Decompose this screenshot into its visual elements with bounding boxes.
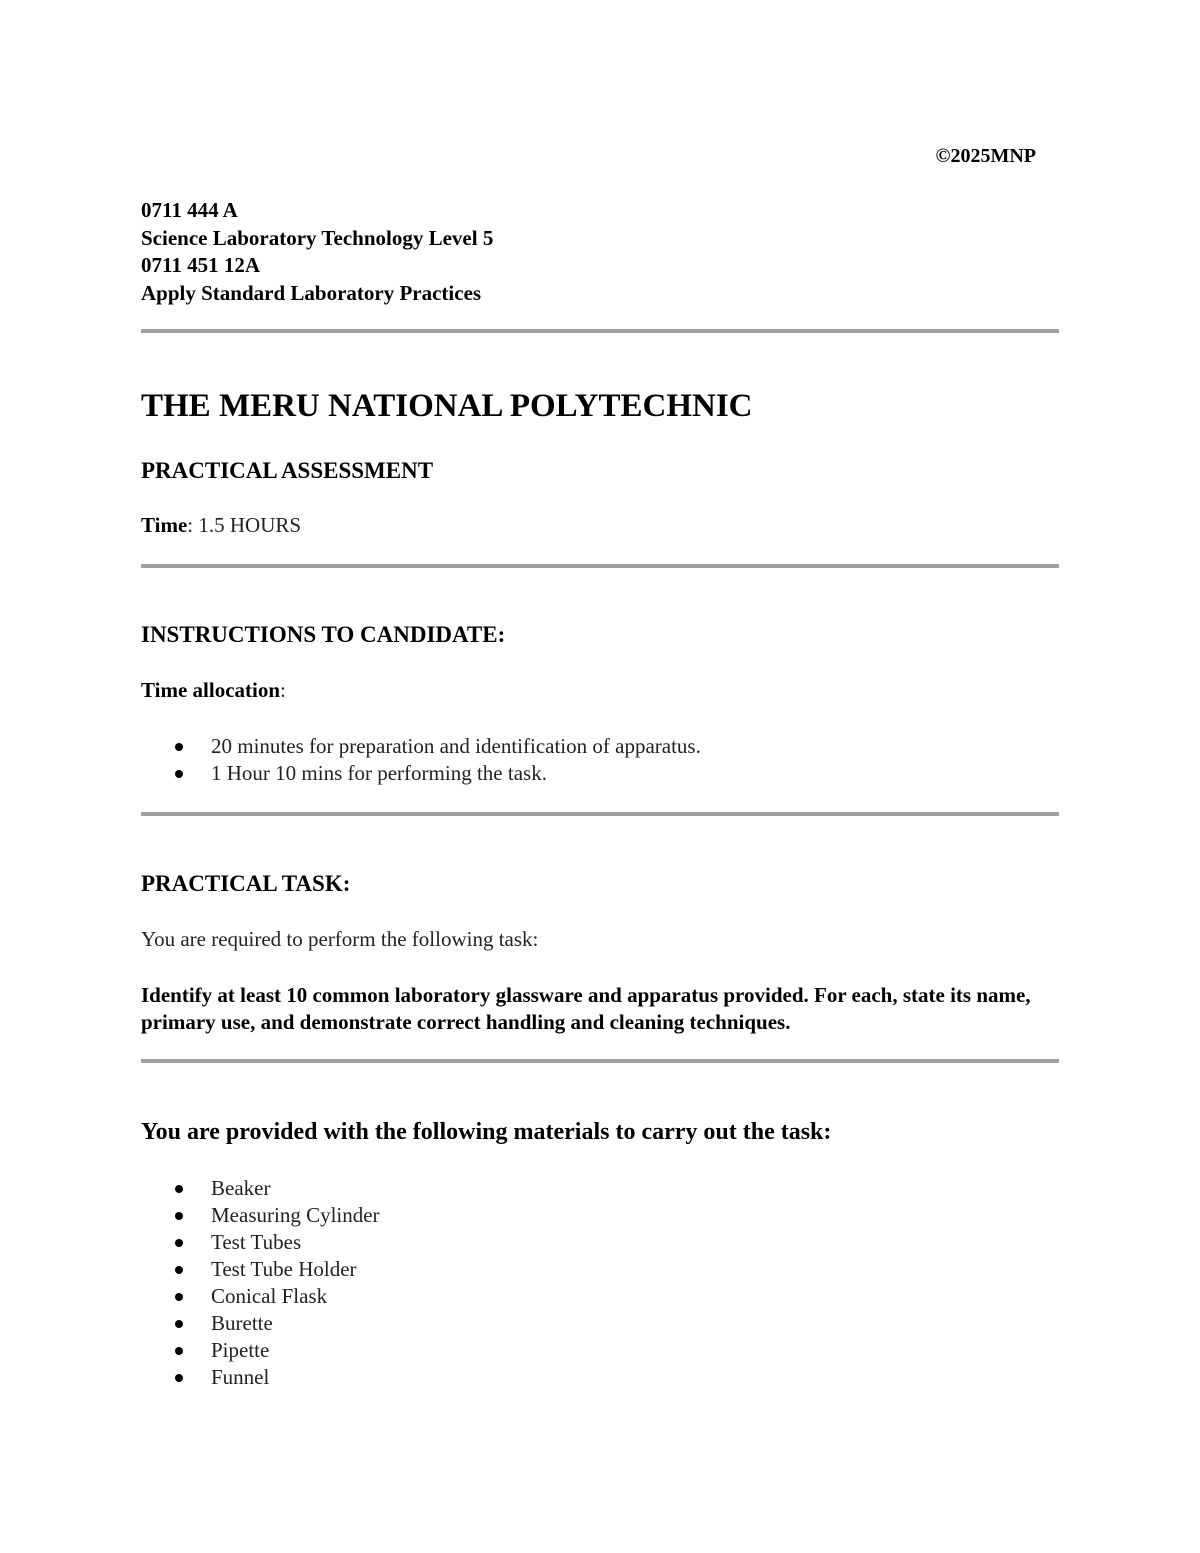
list-item: Burette <box>141 1310 380 1337</box>
list-item: Beaker <box>141 1175 380 1202</box>
bullet-icon <box>175 1293 183 1301</box>
bullet-icon <box>175 1374 183 1382</box>
task-description: Identify at least 10 common laboratory glassware and apparatus provided. For each, state its name, primary use, and demonstrate correct handling and cleaning techniques. <box>141 983 1031 1034</box>
instructions-title: INSTRUCTIONS TO CANDIDATE: <box>141 622 506 647</box>
bullet-icon <box>175 1212 183 1220</box>
divider <box>141 564 1059 568</box>
list-item: Funnel <box>141 1364 380 1391</box>
list-item: Test Tubes <box>141 1229 380 1256</box>
practical-task-title: PRACTICAL TASK: <box>141 871 351 896</box>
list-item: Test Tube Holder <box>141 1256 380 1283</box>
task-intro: You are required to perform the following task: <box>141 927 539 951</box>
time-separator: : <box>187 513 194 537</box>
time-allocation-label: Time allocation <box>141 678 281 702</box>
list-item: Measuring Cylinder <box>141 1202 380 1229</box>
course-header <box>141 197 493 307</box>
unit-name: Apply Standard Laboratory Practices <box>141 280 482 305</box>
list-item: Pipette <box>141 1337 380 1364</box>
time-allocation-list <box>141 733 701 787</box>
divider <box>141 1059 1059 1063</box>
exam-code: 0711 444 A <box>141 198 238 222</box>
bullet-icon <box>175 1347 183 1355</box>
time-allocation-separator: : <box>280 678 286 702</box>
materials-list <box>141 1175 380 1391</box>
list-item: 20 minutes for preparation and identification of apparatus. <box>141 733 701 760</box>
list-item: Conical Flask <box>141 1283 380 1310</box>
time-label: Time <box>141 513 188 537</box>
assessment-type: PRACTICAL ASSESSMENT <box>141 458 434 483</box>
bullet-icon <box>175 1266 183 1274</box>
course-name: Science Laboratory Technology Level 5 <box>141 225 494 250</box>
time-allocation-line <box>141 677 1059 704</box>
time-line <box>141 512 1059 539</box>
bullet-icon <box>175 1185 183 1193</box>
bullet-icon <box>175 1320 183 1328</box>
bullet-icon <box>175 1239 183 1247</box>
bullet-icon <box>175 770 183 778</box>
time-value: 1.5 HOURS <box>193 513 302 537</box>
divider <box>141 329 1059 333</box>
materials-title: You are provided with the following materials to carry out the task: <box>141 1119 832 1145</box>
unit-code: 0711 451 12A <box>141 253 261 277</box>
divider <box>141 812 1059 816</box>
list-item: 1 Hour 10 mins for performing the task. <box>141 760 701 787</box>
copyright-notice: ©2025MNP <box>935 145 1036 167</box>
institution-title: THE MERU NATIONAL POLYTECHNIC <box>141 388 753 424</box>
bullet-icon <box>175 743 183 751</box>
